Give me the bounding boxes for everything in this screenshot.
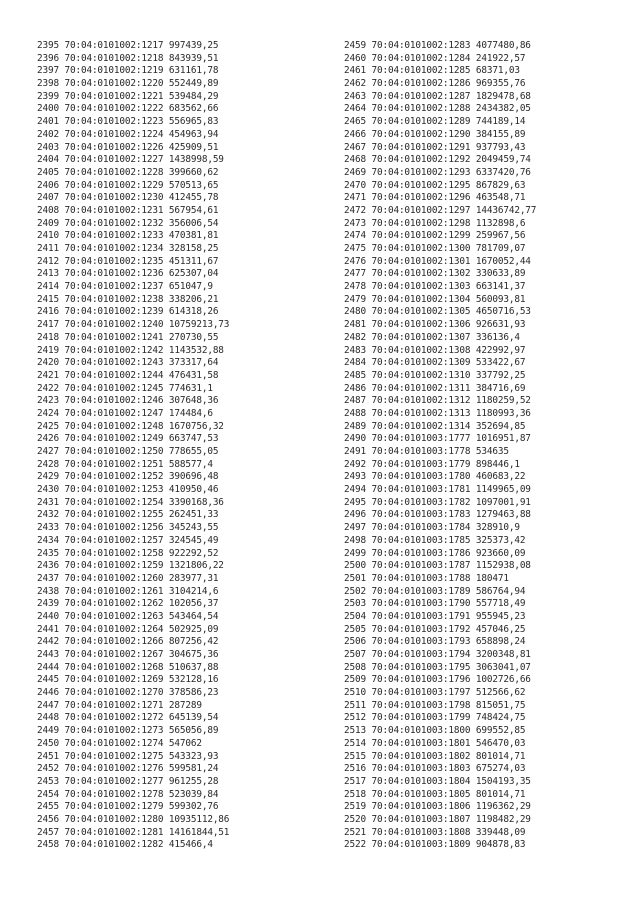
table-row: 2492 70:04:0101003:1779 898446,1 bbox=[344, 458, 520, 470]
table-row: 2425 70:04:0101002:1248 1670756,32 bbox=[37, 420, 224, 432]
table-row: 2423 70:04:0101002:1246 307648,36 bbox=[37, 395, 219, 407]
table-row: 2431 70:04:0101002:1254 3390168,36 bbox=[37, 496, 224, 508]
table-row: 2493 70:04:0101003:1780 460683,22 bbox=[344, 471, 526, 483]
table-row: 2501 70:04:0101003:1788 180471 bbox=[344, 572, 509, 584]
table-row: 2497 70:04:0101003:1784 328910,9 bbox=[344, 522, 520, 534]
table-row: 2445 70:04:0101002:1269 532128,16 bbox=[37, 674, 219, 686]
table-row: 2412 70:04:0101002:1235 451311,67 bbox=[37, 255, 219, 267]
table-row: 2411 70:04:0101002:1234 328158,25 bbox=[37, 243, 219, 254]
table-row: 2415 70:04:0101002:1238 338206,21 bbox=[37, 293, 219, 305]
table-row: 2400 70:04:0101002:1222 683562,66 bbox=[37, 103, 219, 115]
table-row: 2473 70:04:0101002:1298 1132898,6 bbox=[344, 217, 526, 229]
table-row: 2414 70:04:0101002:1237 651047,9 bbox=[37, 281, 213, 293]
table-row: 2513 70:04:0101003:1800 699552,85 bbox=[344, 725, 526, 737]
table-row: 2481 70:04:0101002:1306 926631,93 bbox=[344, 319, 526, 331]
table-row: 2407 70:04:0101002:1230 412455,78 bbox=[37, 192, 219, 204]
table-row: 2499 70:04:0101003:1786 923660,09 bbox=[344, 547, 526, 559]
table-row: 2476 70:04:0101002:1301 1670052,44 bbox=[344, 255, 531, 267]
table-row: 2457 70:04:0101002:1281 14161844,51 bbox=[37, 826, 230, 838]
table-row: 2401 70:04:0101002:1223 556965,83 bbox=[37, 116, 219, 128]
table-row: 2472 70:04:0101002:1297 14436742,77 bbox=[344, 204, 537, 216]
table-row: 2477 70:04:0101002:1302 330633,89 bbox=[344, 268, 526, 280]
table-row: 2507 70:04:0101003:1794 3200348,81 bbox=[344, 649, 531, 660]
table-row: 2426 70:04:0101002:1249 663747,53 bbox=[37, 433, 219, 445]
table-row: 2516 70:04:0101003:1803 675274,03 bbox=[344, 763, 526, 775]
table-row: 2419 70:04:0101002:1242 1143532,88 bbox=[37, 344, 224, 356]
table-row: 2408 70:04:0101002:1231 567954,61 bbox=[37, 204, 219, 216]
table-row: 2444 70:04:0101002:1268 510637,88 bbox=[37, 661, 219, 673]
table-row: 2424 70:04:0101002:1247 174484,6 bbox=[37, 407, 213, 419]
table-row: 2402 70:04:0101002:1224 454963,94 bbox=[37, 128, 219, 140]
table-row: 2409 70:04:0101002:1232 356006,54 bbox=[37, 217, 219, 229]
table-row: 2467 70:04:0101002:1291 937793,43 bbox=[344, 141, 526, 153]
table-row: 2416 70:04:0101002:1239 614318,26 bbox=[37, 306, 219, 318]
table-row: 2446 70:04:0101002:1270 378586,23 bbox=[37, 687, 219, 699]
table-row: 2437 70:04:0101002:1260 283977,31 bbox=[37, 572, 219, 584]
table-row: 2439 70:04:0101002:1262 102056,37 bbox=[37, 598, 219, 610]
table-row: 2456 70:04:0101002:1280 10935112,86 bbox=[37, 813, 230, 825]
table-row: 2422 70:04:0101002:1245 774631,1 bbox=[37, 382, 213, 394]
table-row: 2483 70:04:0101002:1308 422992,97 bbox=[344, 344, 526, 356]
table-row: 2488 70:04:0101002:1313 1180993,36 bbox=[344, 407, 531, 419]
table-row: 2461 70:04:0101002:1285 68371,03 bbox=[344, 65, 520, 77]
table-row: 2494 70:04:0101003:1781 1149965,09 bbox=[344, 484, 531, 496]
table-row: 2468 70:04:0101002:1292 2049459,74 bbox=[344, 154, 531, 166]
right-column bbox=[344, 40, 536, 852]
table-row: 2515 70:04:0101003:1802 801014,71 bbox=[344, 750, 526, 762]
table-row: 2508 70:04:0101003:1795 3063041,07 bbox=[344, 661, 531, 673]
table-row: 2479 70:04:0101002:1304 560093,81 bbox=[344, 293, 526, 305]
table-row: 2421 70:04:0101002:1244 476431,58 bbox=[37, 369, 219, 381]
table-row: 2503 70:04:0101003:1790 557718,49 bbox=[344, 598, 526, 610]
table-row: 2451 70:04:0101002:1275 543323,93 bbox=[37, 750, 219, 762]
table-row: 2469 70:04:0101002:1293 6337420,76 bbox=[344, 166, 531, 178]
table-row: 2399 70:04:0101002:1221 539484,29 bbox=[37, 90, 219, 102]
table-row: 2450 70:04:0101002:1274 547062 bbox=[37, 737, 202, 749]
table-row: 2486 70:04:0101002:1311 384716,69 bbox=[344, 382, 526, 394]
table-row: 2405 70:04:0101002:1228 399660,62 bbox=[37, 166, 219, 178]
table-row: 2475 70:04:0101002:1300 781709,07 bbox=[344, 243, 526, 254]
table-row: 2447 70:04:0101002:1271 287289 bbox=[37, 699, 202, 711]
table-row: 2417 70:04:0101002:1240 10759213,73 bbox=[37, 319, 230, 331]
table-row: 2455 70:04:0101002:1279 599302,76 bbox=[37, 801, 219, 813]
table-row: 2471 70:04:0101002:1296 463548,71 bbox=[344, 192, 526, 204]
table-row: 2462 70:04:0101002:1286 969355,76 bbox=[344, 78, 526, 90]
table-row: 2470 70:04:0101002:1295 867829,63 bbox=[344, 179, 526, 191]
table-row: 2441 70:04:0101002:1264 502925,09 bbox=[37, 623, 219, 635]
table-row: 2517 70:04:0101003:1804 1504193,35 bbox=[344, 775, 531, 787]
table-row: 2504 70:04:0101003:1791 955945,23 bbox=[344, 610, 526, 622]
table-row: 2449 70:04:0101002:1273 565056,89 bbox=[37, 725, 219, 737]
table-row: 2460 70:04:0101002:1284 241922,57 bbox=[344, 52, 526, 64]
table-row: 2495 70:04:0101003:1782 1097001,91 bbox=[344, 496, 531, 508]
table-row: 2463 70:04:0101002:1287 1829478,68 bbox=[344, 90, 531, 102]
table-row: 2484 70:04:0101002:1309 533422,67 bbox=[344, 357, 526, 369]
table-row: 2403 70:04:0101002:1226 425909,51 bbox=[37, 141, 219, 153]
table-row: 2490 70:04:0101003:1777 1016951,87 bbox=[344, 433, 531, 445]
table-row: 2520 70:04:0101003:1807 1198482,29 bbox=[344, 813, 531, 825]
table-row: 2480 70:04:0101002:1305 4650716,53 bbox=[344, 306, 531, 318]
table-row: 2485 70:04:0101002:1310 337792,25 bbox=[344, 369, 526, 381]
table-row: 2509 70:04:0101003:1796 1002726,66 bbox=[344, 674, 531, 686]
table-row: 2434 70:04:0101002:1257 324545,49 bbox=[37, 534, 219, 546]
table-row: 2440 70:04:0101002:1263 543464,54 bbox=[37, 610, 219, 622]
table-row: 2453 70:04:0101002:1277 961255,28 bbox=[37, 775, 219, 787]
table-row: 2395 70:04:0101002:1217 997439,25 bbox=[37, 40, 219, 51]
table-row: 2398 70:04:0101002:1220 552449,89 bbox=[37, 78, 219, 90]
table-row: 2506 70:04:0101003:1793 658898,24 bbox=[344, 636, 526, 648]
table-row: 2522 70:04:0101003:1809 904878,83 bbox=[344, 839, 526, 851]
table-row: 2452 70:04:0101002:1276 599581,24 bbox=[37, 763, 219, 775]
table-row: 2512 70:04:0101003:1799 748424,75 bbox=[344, 712, 526, 724]
table-row: 2514 70:04:0101003:1801 546470,03 bbox=[344, 737, 526, 749]
table-row: 2464 70:04:0101002:1288 2434382,05 bbox=[344, 103, 531, 115]
table-row: 2491 70:04:0101003:1778 534635 bbox=[344, 446, 509, 457]
table-row: 2442 70:04:0101002:1266 807256,42 bbox=[37, 636, 219, 648]
table-row: 2428 70:04:0101002:1251 588577,4 bbox=[37, 458, 213, 470]
table-row: 2489 70:04:0101002:1314 352694,85 bbox=[344, 420, 526, 432]
table-row: 2418 70:04:0101002:1241 270730,55 bbox=[37, 331, 219, 343]
table-row: 2500 70:04:0101003:1787 1152938,08 bbox=[344, 560, 531, 572]
table-row: 2454 70:04:0101002:1278 523039,84 bbox=[37, 788, 219, 800]
left-column bbox=[37, 40, 229, 852]
table-row: 2498 70:04:0101003:1785 325373,42 bbox=[344, 534, 526, 546]
table-row: 2420 70:04:0101002:1243 373317,64 bbox=[37, 357, 219, 369]
table-row: 2459 70:04:0101002:1283 4077480,86 bbox=[344, 40, 531, 51]
table-row: 2510 70:04:0101003:1797 512566,62 bbox=[344, 687, 526, 699]
table-row: 2433 70:04:0101002:1256 345243,55 bbox=[37, 522, 219, 534]
table-row: 2502 70:04:0101003:1789 586764,94 bbox=[344, 585, 526, 597]
table-row: 2438 70:04:0101002:1261 3104214,6 bbox=[37, 585, 219, 597]
table-row: 2519 70:04:0101003:1806 1196362,29 bbox=[344, 801, 531, 813]
table-row: 2410 70:04:0101002:1233 470381,81 bbox=[37, 230, 219, 242]
table-row: 2505 70:04:0101003:1792 457046,25 bbox=[344, 623, 526, 635]
table-row: 2436 70:04:0101002:1259 1321806,22 bbox=[37, 560, 224, 572]
table-row: 2443 70:04:0101002:1267 304675,36 bbox=[37, 649, 219, 660]
table-row: 2404 70:04:0101002:1227 1438998,59 bbox=[37, 154, 224, 166]
table-row: 2432 70:04:0101002:1255 262451,33 bbox=[37, 509, 219, 521]
table-row: 2396 70:04:0101002:1218 843939,51 bbox=[37, 52, 219, 64]
table-row: 2521 70:04:0101003:1808 339448,09 bbox=[344, 826, 526, 838]
table-row: 2429 70:04:0101002:1252 390696,48 bbox=[37, 471, 219, 483]
table-row: 2430 70:04:0101002:1253 410950,46 bbox=[37, 484, 219, 496]
table-row: 2397 70:04:0101002:1219 631161,78 bbox=[37, 65, 219, 77]
table-row: 2406 70:04:0101002:1229 570513,65 bbox=[37, 179, 219, 191]
table-row: 2435 70:04:0101002:1258 922292,52 bbox=[37, 547, 219, 559]
table-row: 2474 70:04:0101002:1299 259967,56 bbox=[344, 230, 526, 242]
table-row: 2413 70:04:0101002:1236 625307,04 bbox=[37, 268, 219, 280]
table-row: 2465 70:04:0101002:1289 744189,14 bbox=[344, 116, 526, 128]
table-row: 2482 70:04:0101002:1307 336136,4 bbox=[344, 331, 520, 343]
table-row: 2478 70:04:0101002:1303 663141,37 bbox=[344, 281, 526, 293]
table-row: 2511 70:04:0101003:1798 815051,75 bbox=[344, 699, 526, 711]
table-row: 2518 70:04:0101003:1805 801014,71 bbox=[344, 788, 526, 800]
table-row: 2466 70:04:0101002:1290 384155,89 bbox=[344, 128, 526, 140]
table-row: 2487 70:04:0101002:1312 1180259,52 bbox=[344, 395, 531, 407]
table-row: 2458 70:04:0101002:1282 415466,4 bbox=[37, 839, 213, 851]
table-row: 2496 70:04:0101003:1783 1279463,88 bbox=[344, 509, 531, 521]
table-row: 2427 70:04:0101002:1250 778655,05 bbox=[37, 446, 219, 457]
table-row: 2448 70:04:0101002:1272 645139,54 bbox=[37, 712, 219, 724]
